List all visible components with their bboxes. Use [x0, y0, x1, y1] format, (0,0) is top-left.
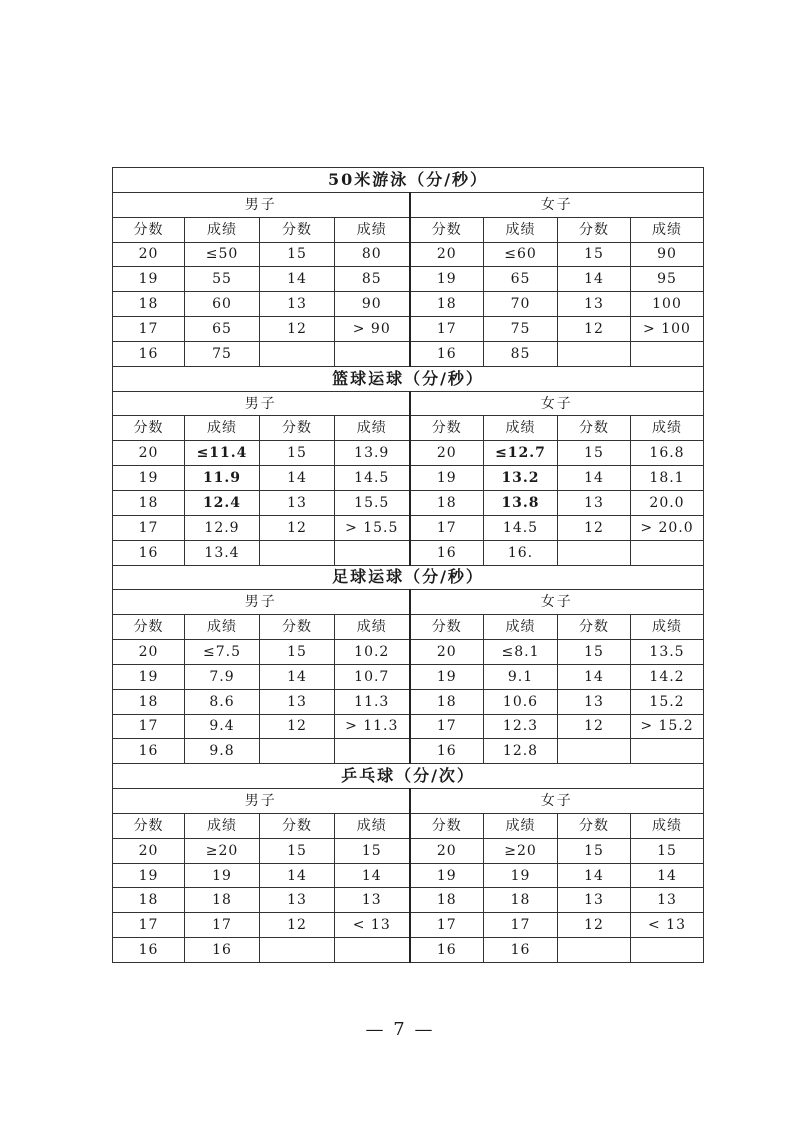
score-cell: 13 — [558, 689, 631, 714]
score-cell: 17 — [113, 913, 185, 938]
column-header: 分数 — [113, 217, 185, 242]
score-cell: 20 — [410, 640, 484, 665]
result-cell — [631, 739, 704, 764]
column-header: 成绩 — [484, 615, 558, 640]
gender-label-male: 男子 — [113, 391, 410, 416]
score-cell: 13 — [558, 888, 631, 913]
score-cell: 12 — [260, 913, 335, 938]
score-cell: 20 — [113, 640, 185, 665]
column-header: 成绩 — [185, 615, 260, 640]
table-row — [113, 267, 704, 292]
column-header-row — [113, 217, 704, 242]
column-header: 分数 — [410, 217, 484, 242]
result-cell — [335, 540, 410, 565]
result-cell: 10.7 — [335, 664, 410, 689]
column-header: 成绩 — [335, 217, 410, 242]
score-cell — [558, 540, 631, 565]
column-header: 分数 — [410, 416, 484, 441]
score-cell: 17 — [410, 714, 484, 739]
result-cell: 15.2 — [631, 689, 704, 714]
score-cell: 12 — [558, 515, 631, 540]
table-row — [113, 664, 704, 689]
score-cell: 20 — [113, 838, 185, 863]
result-cell: > 100 — [631, 317, 704, 342]
score-cell: 18 — [113, 292, 185, 317]
result-cell: 14 — [631, 863, 704, 888]
column-header: 成绩 — [631, 813, 704, 838]
result-cell: 13.9 — [335, 441, 410, 466]
table-row — [113, 913, 704, 938]
score-cell: 15 — [260, 441, 335, 466]
score-cell: 19 — [410, 267, 484, 292]
score-cell: 15 — [558, 242, 631, 267]
result-cell: ≤12.7 — [484, 441, 558, 466]
gender-label-female: 女子 — [410, 391, 704, 416]
result-cell: > 20.0 — [631, 515, 704, 540]
table-row — [113, 317, 704, 342]
column-header-row — [113, 416, 704, 441]
gender-label-female: 女子 — [410, 590, 704, 615]
score-cell: 12 — [558, 714, 631, 739]
result-cell: 13.5 — [631, 640, 704, 665]
score-cell — [260, 341, 335, 366]
table-row — [113, 466, 704, 491]
result-cell: > 90 — [335, 317, 410, 342]
result-cell: 16 — [185, 938, 260, 963]
result-cell: 80 — [335, 242, 410, 267]
score-cell: 18 — [410, 490, 484, 515]
result-cell — [335, 739, 410, 764]
column-header: 成绩 — [631, 615, 704, 640]
result-cell: 85 — [484, 341, 558, 366]
result-cell: 65 — [484, 267, 558, 292]
score-cell: 20 — [113, 242, 185, 267]
table-row — [113, 838, 704, 863]
result-cell: 16.8 — [631, 441, 704, 466]
table-row — [113, 515, 704, 540]
table-row — [113, 640, 704, 665]
result-cell: 18 — [484, 888, 558, 913]
gender-row — [113, 391, 704, 416]
gender-label-female: 女子 — [410, 789, 704, 814]
score-cell: 17 — [410, 515, 484, 540]
score-cell: 12 — [558, 317, 631, 342]
table-row — [113, 938, 704, 963]
result-cell: 13 — [631, 888, 704, 913]
column-header: 成绩 — [484, 217, 558, 242]
score-cell: 13 — [260, 292, 335, 317]
score-cell: 16 — [113, 739, 185, 764]
table-row — [113, 441, 704, 466]
score-cell: 14 — [558, 863, 631, 888]
result-cell: 12.9 — [185, 515, 260, 540]
score-cell: 20 — [410, 242, 484, 267]
result-cell: 14.5 — [484, 515, 558, 540]
table-row — [113, 341, 704, 366]
section-title: 足球运球（分/秒） — [113, 565, 704, 590]
score-cell: 16 — [410, 739, 484, 764]
score-cell: 20 — [410, 441, 484, 466]
table-row — [113, 863, 704, 888]
column-header: 成绩 — [335, 615, 410, 640]
result-cell: 11.9 — [185, 466, 260, 491]
result-cell: ≤11.4 — [185, 441, 260, 466]
result-cell: 15 — [631, 838, 704, 863]
result-cell: 9.8 — [185, 739, 260, 764]
score-cell: 17 — [410, 913, 484, 938]
result-cell: 9.1 — [484, 664, 558, 689]
result-cell: 10.2 — [335, 640, 410, 665]
table-row — [113, 242, 704, 267]
score-cell — [558, 341, 631, 366]
result-cell — [631, 540, 704, 565]
section-title-row — [113, 168, 704, 193]
column-header: 成绩 — [185, 217, 260, 242]
gender-label-male: 男子 — [113, 192, 410, 217]
score-cell: 18 — [113, 689, 185, 714]
gender-row — [113, 192, 704, 217]
gender-row — [113, 590, 704, 615]
column-header: 成绩 — [484, 416, 558, 441]
score-cell: 14 — [260, 664, 335, 689]
result-cell: ≤8.1 — [484, 640, 558, 665]
score-cell: 13 — [260, 888, 335, 913]
score-cell: 14 — [260, 466, 335, 491]
result-cell: 70 — [484, 292, 558, 317]
score-cell: 19 — [113, 466, 185, 491]
score-cell — [558, 739, 631, 764]
result-cell: 19 — [185, 863, 260, 888]
result-cell: 55 — [185, 267, 260, 292]
column-header: 分数 — [410, 615, 484, 640]
result-cell: 8.6 — [185, 689, 260, 714]
score-cell: 14 — [558, 466, 631, 491]
score-cell: 16 — [113, 938, 185, 963]
result-cell: ≥20 — [484, 838, 558, 863]
gender-label-male: 男子 — [113, 590, 410, 615]
result-cell: 15 — [335, 838, 410, 863]
score-cell: 14 — [260, 863, 335, 888]
result-cell: 20.0 — [631, 490, 704, 515]
result-cell: 75 — [185, 341, 260, 366]
gender-row — [113, 789, 704, 814]
score-cell: 20 — [410, 838, 484, 863]
column-header: 分数 — [558, 217, 631, 242]
score-cell: 12 — [260, 317, 335, 342]
score-cell: 17 — [113, 515, 185, 540]
score-cell: 14 — [260, 267, 335, 292]
column-header-row — [113, 615, 704, 640]
score-cell: 17 — [113, 317, 185, 342]
result-cell: ≤50 — [185, 242, 260, 267]
score-cell: 19 — [410, 466, 484, 491]
result-cell: 12.4 — [185, 490, 260, 515]
result-cell: 12.8 — [484, 739, 558, 764]
score-cell: 15 — [558, 838, 631, 863]
score-cell: 16 — [113, 341, 185, 366]
column-header: 分数 — [410, 813, 484, 838]
result-cell: 65 — [185, 317, 260, 342]
result-cell: ≤60 — [484, 242, 558, 267]
score-cell: 19 — [113, 863, 185, 888]
column-header: 分数 — [558, 416, 631, 441]
table-row — [113, 292, 704, 317]
score-table — [112, 167, 704, 963]
score-cell: 19 — [410, 863, 484, 888]
column-header: 分数 — [113, 416, 185, 441]
score-cell: 18 — [410, 689, 484, 714]
score-cell: 12 — [260, 714, 335, 739]
result-cell: 100 — [631, 292, 704, 317]
score-cell: 18 — [113, 888, 185, 913]
score-cell — [558, 938, 631, 963]
score-cell: 15 — [558, 640, 631, 665]
score-cell: 16 — [113, 540, 185, 565]
table-row — [113, 490, 704, 515]
result-cell: 11.3 — [335, 689, 410, 714]
column-header: 分数 — [260, 217, 335, 242]
result-cell: 16. — [484, 540, 558, 565]
result-cell: > 15.2 — [631, 714, 704, 739]
score-cell — [260, 739, 335, 764]
result-cell: > 15.5 — [335, 515, 410, 540]
score-cell — [260, 938, 335, 963]
column-header: 成绩 — [335, 416, 410, 441]
section-title-row — [113, 366, 704, 391]
column-header: 成绩 — [484, 813, 558, 838]
result-cell: 95 — [631, 267, 704, 292]
section-title: 乒乓球（分/次） — [113, 764, 704, 789]
score-cell: 12 — [260, 515, 335, 540]
column-header-row — [113, 813, 704, 838]
column-header: 分数 — [113, 813, 185, 838]
score-cell: 13 — [558, 490, 631, 515]
score-cell: 19 — [113, 267, 185, 292]
column-header: 成绩 — [631, 416, 704, 441]
score-cell: 18 — [410, 888, 484, 913]
result-cell: 14 — [335, 863, 410, 888]
result-cell: 90 — [631, 242, 704, 267]
result-cell: ≤7.5 — [185, 640, 260, 665]
score-cell: 18 — [113, 490, 185, 515]
result-cell: 90 — [335, 292, 410, 317]
result-cell: 13.8 — [484, 490, 558, 515]
result-cell: 9.4 — [185, 714, 260, 739]
result-cell: 60 — [185, 292, 260, 317]
result-cell — [335, 341, 410, 366]
score-cell: 14 — [558, 267, 631, 292]
result-cell: 18 — [185, 888, 260, 913]
column-header: 分数 — [113, 615, 185, 640]
result-cell: 16 — [484, 938, 558, 963]
result-cell: 17 — [484, 913, 558, 938]
column-header: 成绩 — [335, 813, 410, 838]
score-cell — [260, 540, 335, 565]
result-cell: 13.2 — [484, 466, 558, 491]
result-cell: < 13 — [631, 913, 704, 938]
result-cell: 14.5 — [335, 466, 410, 491]
score-cell: 16 — [410, 938, 484, 963]
score-cell: 16 — [410, 540, 484, 565]
score-cell: 15 — [260, 242, 335, 267]
section-title-row — [113, 565, 704, 590]
score-cell: 18 — [410, 292, 484, 317]
table-row — [113, 714, 704, 739]
column-header: 成绩 — [185, 813, 260, 838]
column-header: 分数 — [260, 416, 335, 441]
result-cell — [631, 938, 704, 963]
score-cell: 14 — [558, 664, 631, 689]
section-title-row — [113, 764, 704, 789]
column-header: 成绩 — [631, 217, 704, 242]
result-cell: 18.1 — [631, 466, 704, 491]
score-cell: 20 — [113, 441, 185, 466]
result-cell: < 13 — [335, 913, 410, 938]
score-cell: 15 — [260, 838, 335, 863]
result-cell: 13.4 — [185, 540, 260, 565]
table-row — [113, 739, 704, 764]
page-number: — 7 — — [365, 1019, 435, 1040]
result-cell: 13 — [335, 888, 410, 913]
score-cell: 13 — [260, 490, 335, 515]
table-row — [113, 888, 704, 913]
result-cell — [631, 341, 704, 366]
column-header: 分数 — [558, 813, 631, 838]
result-cell: > 11.3 — [335, 714, 410, 739]
column-header: 分数 — [558, 615, 631, 640]
result-cell: 7.9 — [185, 664, 260, 689]
table-row — [113, 540, 704, 565]
gender-label-female: 女子 — [410, 192, 704, 217]
result-cell: 14.2 — [631, 664, 704, 689]
result-cell: ≥20 — [185, 838, 260, 863]
gender-label-male: 男子 — [113, 789, 410, 814]
score-cell: 13 — [558, 292, 631, 317]
column-header: 分数 — [260, 615, 335, 640]
column-header: 成绩 — [185, 416, 260, 441]
result-cell: 85 — [335, 267, 410, 292]
table-row — [113, 689, 704, 714]
column-header: 分数 — [260, 813, 335, 838]
result-cell: 12.3 — [484, 714, 558, 739]
section-title: 篮球运球（分/秒） — [113, 366, 704, 391]
score-cell: 15 — [558, 441, 631, 466]
result-cell: 17 — [185, 913, 260, 938]
result-cell: 15.5 — [335, 490, 410, 515]
score-cell: 12 — [558, 913, 631, 938]
score-cell: 16 — [410, 341, 484, 366]
score-cell: 17 — [410, 317, 484, 342]
score-cell: 17 — [113, 714, 185, 739]
score-cell: 13 — [260, 689, 335, 714]
result-cell: 75 — [484, 317, 558, 342]
result-cell: 19 — [484, 863, 558, 888]
score-cell: 15 — [260, 640, 335, 665]
section-title: 50米游泳（分/秒） — [113, 168, 704, 193]
score-cell: 19 — [113, 664, 185, 689]
result-cell: 10.6 — [484, 689, 558, 714]
score-cell: 19 — [410, 664, 484, 689]
result-cell — [335, 938, 410, 963]
